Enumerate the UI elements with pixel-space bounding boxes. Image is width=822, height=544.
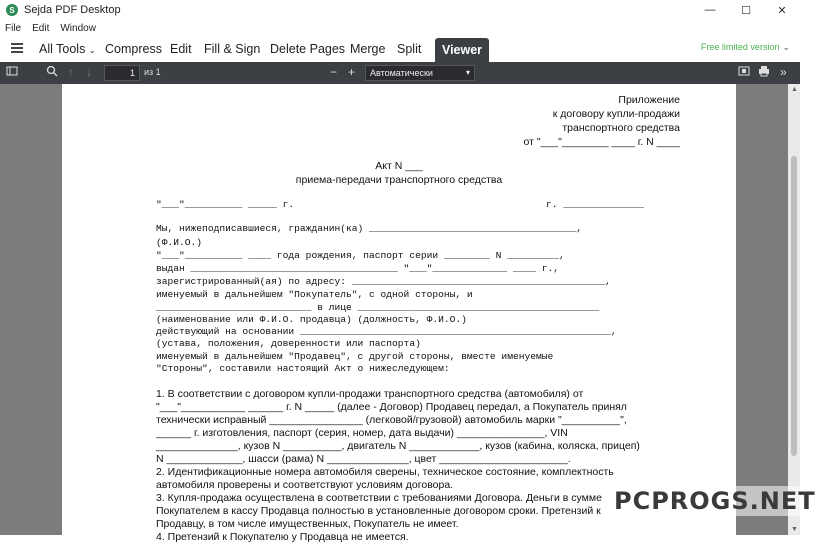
chevron-down-icon: ▾	[465, 68, 470, 77]
tool-edit[interactable]: Edit	[170, 42, 192, 56]
document-title: Акт N ___	[375, 160, 423, 172]
menu-bar	[0, 20, 800, 36]
body-line: 2. Идентификационные номера автомобиля сверены, техническое состояние, комплектность	[156, 466, 614, 478]
zoom-out-icon[interactable]: −	[330, 65, 338, 79]
date-right: г. ______________	[546, 199, 644, 210]
header-line: к договору купли-продажи	[552, 108, 680, 120]
document-subtitle: приема-передачи транспортного средства	[295, 174, 503, 186]
body-line: 1. В соответствии с договором купли-продажи транспортного средства (автомобиля) от	[156, 388, 584, 400]
page-count-label: из 1	[144, 67, 161, 77]
date-left: "___"__________ _____ г.	[156, 199, 295, 210]
app-toolbar	[0, 36, 800, 62]
zoom-in-icon[interactable]: +	[348, 65, 356, 79]
more-options-icon[interactable]: »	[780, 65, 787, 79]
tab-viewer[interactable]: Viewer	[435, 38, 489, 62]
mono-line: зарегистрированный(ая) по адресу: ____________________________________________,	[156, 276, 611, 287]
body-line: автомобиля проверены и соответствуют условиям договора.	[156, 479, 454, 491]
all-tools-label: All Tools	[39, 42, 86, 56]
body-line: технически исправный ________________ (легковой/грузовой) автомобиль марки "__________",	[156, 414, 627, 426]
header-line: транспортного средства	[562, 122, 680, 134]
close-button[interactable]: ✕	[777, 4, 787, 17]
hamburger-menu-icon[interactable]	[11, 43, 23, 53]
mono-line: именуемый в дальнейшем "Покупатель", с одной стороны, и	[156, 289, 473, 300]
header-line: Приложение	[618, 94, 680, 106]
mono-line: действующий на основании ______________________________________________________,	[156, 326, 617, 337]
viewer-toolbar	[0, 62, 800, 84]
tool-fill-sign[interactable]: Fill & Sign	[204, 42, 261, 56]
body-line: Продавцу, в том числе имущественных, Покупатель не имеет.	[156, 518, 459, 530]
mono-line: (Ф.И.О.)	[156, 237, 203, 248]
mono-line: "Стороны", составили настоящий Акт о нижеследующем:	[156, 363, 450, 374]
scroll-up-arrow-icon[interactable]: ▲	[791, 86, 798, 93]
menu-window[interactable]: Window	[60, 22, 96, 34]
chevron-down-icon: ⌄	[88, 46, 96, 55]
tool-merge[interactable]: Merge	[350, 42, 386, 56]
mono-line: именуемый в дальнейшем "Продавец", с другой стороны, вместе именуемые	[156, 351, 554, 362]
body-line: "___"___________ ______ г. N _____ (далее - Договор) Продавец передал, а Покупатель принял	[156, 401, 627, 413]
body-line: ______ г. изготовления, паспорт (серия, номер, дата выдачи) _______________, VIN	[156, 427, 568, 439]
mono-line: (устава, положения, доверенности или паспорта)	[156, 338, 421, 349]
body-line: ______________, кузов N __________, двигатель N ____________, кузов (кабина, коляска, прицеп)	[156, 440, 640, 452]
tool-compress[interactable]: Compress	[105, 42, 162, 56]
page-number-input[interactable]: 1	[104, 65, 140, 81]
scroll-down-arrow-icon[interactable]: ▼	[791, 526, 798, 533]
all-tools-button[interactable]	[39, 42, 96, 56]
chevron-down-icon: ⌄	[782, 42, 790, 52]
free-version-label: Free limited version	[700, 42, 780, 52]
window-controls	[692, 0, 800, 20]
body-line: N _____________, шасси (рама) N ______________, цвет ______________________.	[156, 453, 571, 465]
vertical-scrollbar[interactable]	[788, 84, 800, 535]
sejda-logo-icon: S	[6, 4, 18, 16]
title-bar	[0, 0, 800, 20]
body-line: Покупателем в кассу Продавца полностью в установленные договором сроки. Претензий к	[156, 505, 601, 517]
print-icon[interactable]	[758, 65, 770, 80]
free-version-link[interactable]	[701, 42, 790, 53]
menu-file[interactable]: File	[5, 22, 22, 34]
presentation-icon[interactable]	[738, 65, 750, 80]
tool-delete-pages[interactable]: Delete Pages	[270, 42, 346, 56]
maximize-button[interactable]: ☐	[741, 4, 751, 17]
mono-line: (наименование или Ф.И.О. продавца) (должность, Ф.И.О.)	[156, 314, 467, 325]
watermark-logo: PCPROGS.NET	[608, 486, 822, 516]
window-title: Sejda PDF Desktop	[24, 4, 121, 16]
body-line: 4. Претензий к Покупателю у Продавца не имеется.	[156, 531, 409, 543]
header-line: от "___"________ ____ г. N ____	[523, 136, 680, 148]
mono-line: выдан ____________________________________ "___"_____________ ____ г.,	[156, 263, 560, 274]
menu-edit[interactable]: Edit	[32, 22, 50, 34]
scrollbar-thumb[interactable]	[791, 156, 797, 456]
search-icon[interactable]	[46, 65, 58, 80]
zoom-select-label: Автоматически	[370, 68, 433, 78]
mono-line: "___"__________ ____ года рождения, паспорт серии ________ N _________,	[156, 250, 565, 261]
minimize-button[interactable]: —	[704, 4, 716, 16]
sidebar-toggle-icon[interactable]	[6, 65, 18, 80]
mono-line: Мы, нижеподписавшиеся, гражданин(ка) ____________________________________,	[156, 223, 583, 234]
document-viewport[interactable]	[0, 84, 800, 543]
arrow-up-icon[interactable]: ↑	[68, 65, 74, 79]
mono-line: ___________________________ в лице __________________________________________	[156, 302, 600, 313]
arrow-down-icon[interactable]: ↓	[86, 65, 92, 79]
tool-split[interactable]: Split	[397, 42, 422, 56]
pdf-page	[62, 84, 736, 544]
body-line: 3. Купля-продажа осуществлена в соответствии с требованиями Договора. Деньги в сумме	[156, 492, 602, 504]
zoom-select[interactable]	[365, 65, 475, 81]
